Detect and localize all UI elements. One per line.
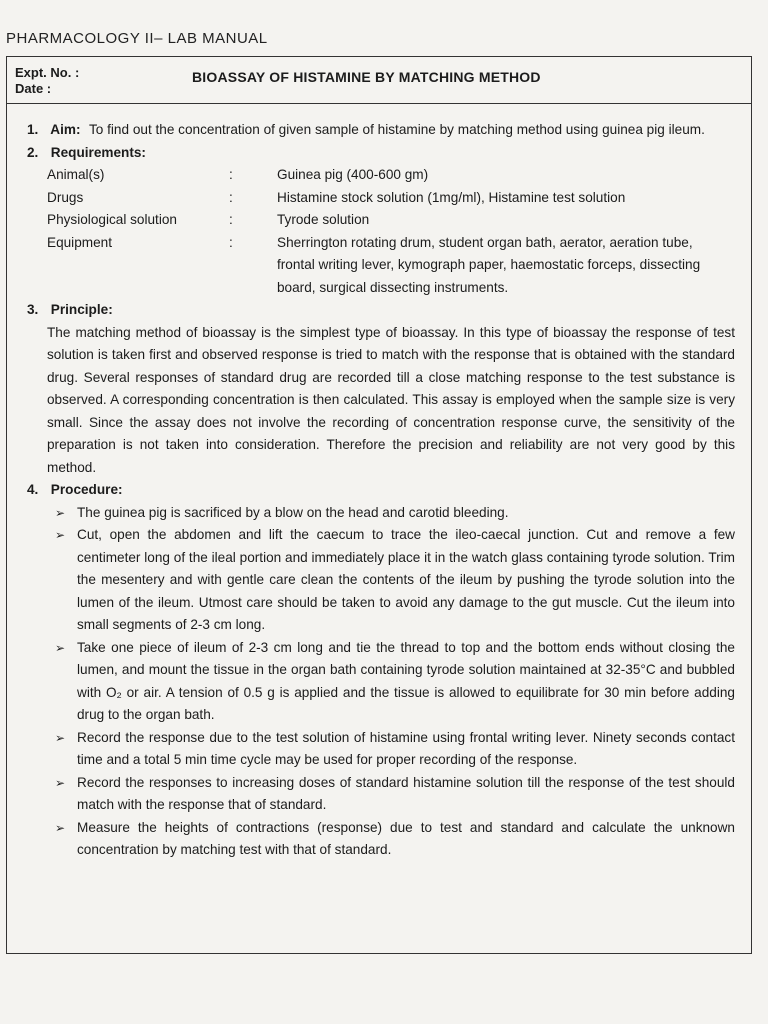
requirements-heading: Requirements: bbox=[50, 144, 146, 160]
page-title: BIOASSAY OF HISTAMINE BY MATCHING METHOD bbox=[192, 69, 541, 85]
principle-heading-row bbox=[27, 299, 751, 322]
aim-number: 1. bbox=[27, 122, 39, 137]
principle-heading: Principle: bbox=[50, 302, 113, 317]
arrow-bullet-icon: ➢ bbox=[55, 640, 66, 655]
arrow-bullet-icon: ➢ bbox=[55, 820, 66, 835]
procedure-number: 4. bbox=[27, 482, 39, 497]
requirement-label: Drugs bbox=[47, 189, 84, 205]
procedure-step bbox=[55, 502, 735, 525]
requirement-colon: : bbox=[229, 167, 233, 182]
requirement-value: Tyrode solution bbox=[277, 212, 370, 227]
requirement-value: Guinea pig (400-600 gm) bbox=[277, 167, 429, 182]
header-row bbox=[7, 57, 751, 104]
requirement-label: Animal(s) bbox=[47, 167, 105, 182]
requirement-value: Sherrington rotating drum, student organ bath, aerator, aeration tube, frontal writing lever, kymograph paper, haemostatic forceps, dissecting board, surgical dissecting instruments. bbox=[277, 234, 701, 295]
requirement-row bbox=[47, 209, 751, 232]
procedure-step-text: Take one piece of ileum of 2-3 cm long and tie the thread to top and the bottom ends without closing the lumen, and mount the tissue in the organ bath containing tyrode solution maintained at 32-35°C and bubbled with O₂ or air. A tension of 0.5 g is applied and the tissue is allowed to equilibrate for 30 min before adding drug to the organ bath. bbox=[77, 639, 735, 722]
page-frame bbox=[6, 56, 752, 954]
requirements-heading-row bbox=[27, 142, 751, 165]
principle-text: The matching method of bioassay is the simplest type of bioassay. In this type of bioassay the response of test solution is taken first and observed response is tried to match with the response that is obtained with the standard drug. Several responses of standard drug are recorded till a close matching response to the test substance is observed. A corresponding concentration is then calculated. This assay is employed when the sample size is very small. Since the assay does not involve the recording of concentration response curve, the sensitivity of the preparation is not taken into consideration. Therefore the precision and reliability are not very good by this method. bbox=[47, 324, 735, 475]
requirement-row bbox=[47, 164, 751, 187]
procedure-step bbox=[55, 772, 735, 817]
running-head: PHARMACOLOGY II– LAB MANUAL bbox=[6, 30, 268, 47]
requirement-colon: : bbox=[229, 189, 233, 205]
requirement-label: Physiological solution bbox=[47, 212, 177, 227]
expt-no-label: Expt. No. : bbox=[15, 65, 80, 80]
requirement-label: Equipment bbox=[47, 234, 112, 250]
requirement-row bbox=[47, 187, 751, 210]
procedure-step bbox=[55, 727, 735, 772]
procedure-heading: Procedure: bbox=[50, 482, 123, 497]
principle-number: 3. bbox=[27, 302, 39, 317]
requirements-number: 2. bbox=[27, 144, 39, 160]
aim-text: To find out the concentration of given sample of histamine by matching method using guinea pig ileum. bbox=[89, 122, 705, 137]
aim-heading: Aim: bbox=[50, 122, 81, 137]
requirement-value: Histamine stock solution (1mg/ml), Histamine test solution bbox=[277, 189, 626, 205]
date-label: Date : bbox=[15, 81, 52, 96]
procedure-step bbox=[55, 817, 735, 862]
procedure-step-text: Record the response due to the test solution of histamine using frontal writing lever. Ninety seconds contact time and a total 5 min time cycle may be used for proper recording of the response. bbox=[77, 729, 735, 767]
procedure-heading-row bbox=[27, 479, 751, 502]
procedure-step-text: Record the responses to increasing doses of standard histamine solution till the response of the test should match with the response that of standard. bbox=[77, 774, 735, 812]
requirement-row bbox=[47, 232, 751, 300]
meta-block bbox=[15, 65, 79, 97]
requirement-colon: : bbox=[229, 212, 233, 227]
arrow-bullet-icon: ➢ bbox=[55, 505, 66, 520]
arrow-bullet-icon: ➢ bbox=[55, 775, 66, 790]
procedure-step-text: The guinea pig is sacrificed by a blow on the head and carotid bleeding. bbox=[77, 504, 509, 520]
procedure-step-text: Cut, open the abdomen and lift the caecum to trace the ileo-caecal junction. Cut and remove a few centimeter long of the ileal portion and immediately place it in the watch glass containing tyrode solution. Trim the mesentery and with gentle care clean the contents of the ileum by pushing the tyrode solution into the lumen of the ileum. Utmost care should be taken to avoid any damage to the gut muscle. Cut the ileum into small segments of 2-3 cm long. bbox=[77, 527, 735, 632]
procedure-step bbox=[55, 524, 735, 637]
arrow-bullet-icon: ➢ bbox=[55, 730, 66, 745]
content bbox=[7, 119, 751, 862]
procedure-step bbox=[55, 637, 735, 727]
requirement-colon: : bbox=[229, 234, 233, 250]
procedure-step-text: Measure the heights of contractions (response) due to test and standard and calculate the unknown concentration by matching test with that of standard. bbox=[77, 819, 735, 857]
arrow-bullet-icon: ➢ bbox=[55, 528, 66, 542]
